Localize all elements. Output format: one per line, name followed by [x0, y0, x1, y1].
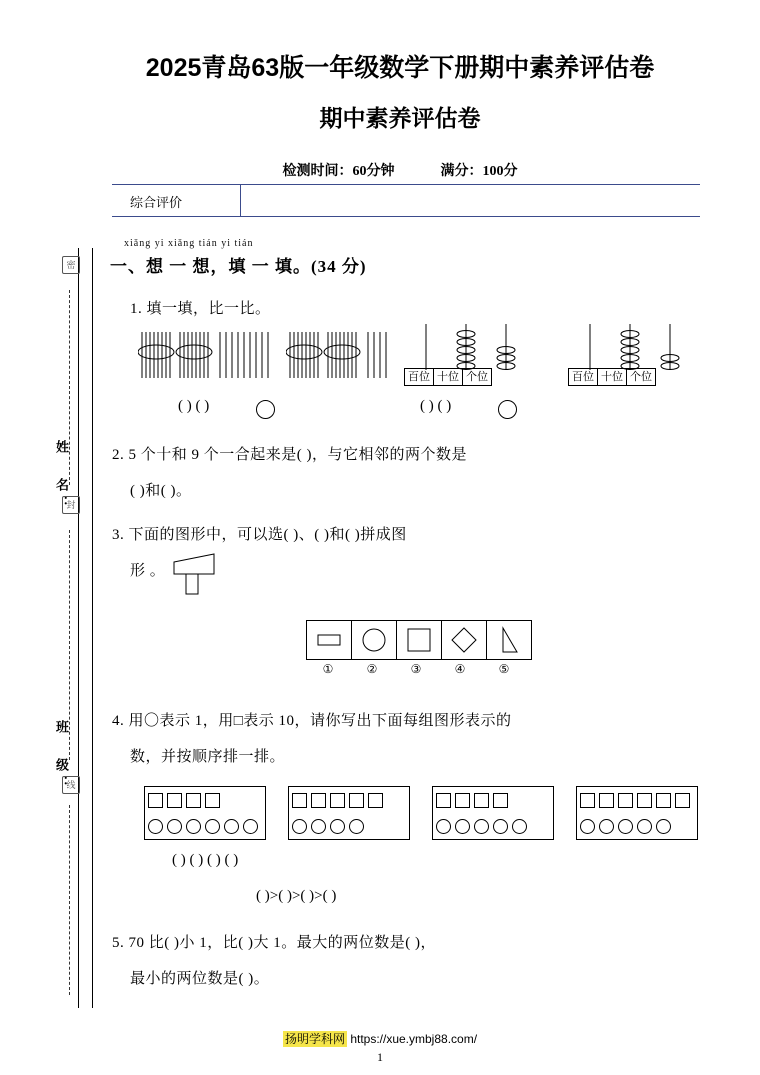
circle-token — [637, 819, 652, 834]
circle-token — [148, 819, 163, 834]
circle-token — [167, 819, 182, 834]
shape-label-1: ① — [322, 662, 334, 676]
group-box-2 — [288, 786, 410, 840]
circle-token — [205, 819, 220, 834]
name-field-label: 姓 名： — [54, 440, 69, 514]
abacus-place-table-2 — [568, 368, 656, 386]
exam-time: 检测时间：60分钟 — [282, 164, 395, 179]
eval-table-top-rule — [112, 184, 700, 185]
question-5-line-1: 5. 70 比( )小 1，比( )大 1。最大的两位数是( )， — [112, 935, 436, 951]
square-token — [618, 793, 633, 808]
question-4-line-2: 数，并按顺序排一排。 — [130, 749, 286, 765]
shape-label-5: ⑤ — [498, 662, 510, 676]
section1-pinyin: xiǎng yi xiǎng tián yi tián — [124, 238, 254, 249]
square-token — [368, 793, 383, 808]
circle-token — [224, 819, 239, 834]
eval-label: 综合评价 — [130, 195, 183, 210]
group-1-squares-row — [145, 787, 265, 813]
group-3-circles-row — [433, 813, 553, 839]
group-2-circles-row — [289, 813, 409, 839]
circle-token — [493, 819, 508, 834]
circle-token — [186, 819, 201, 834]
group-4-circles-row — [577, 813, 697, 839]
square-token — [205, 793, 220, 808]
circle-token — [512, 819, 527, 834]
shape-label-4: ④ — [454, 662, 466, 676]
sticks-bundle-group-1 — [138, 326, 288, 384]
place-hundreds-2: 百位 — [569, 369, 598, 385]
exam-fullscore: 满分：100分 — [440, 164, 518, 179]
shape-option-1[interactable] — [307, 621, 352, 659]
question-3-line-2: 形 。 — [130, 563, 166, 579]
section1-heading: 一、想 一 想，填 一 填。(34 分) — [110, 257, 367, 276]
square-token — [186, 793, 201, 808]
circle-token — [330, 819, 345, 834]
group-box-3 — [432, 786, 554, 840]
margin-rule-left — [78, 248, 79, 1008]
place-ones-1: 个位 — [466, 371, 488, 383]
square-token — [599, 793, 614, 808]
seal-char-1: 密 — [62, 256, 80, 274]
square-token — [167, 793, 182, 808]
abacus-place-table-1 — [404, 368, 492, 386]
class-field-label: 班 级： — [54, 720, 69, 794]
seal-dashed-line-1 — [69, 290, 71, 485]
circle-token — [618, 819, 633, 834]
circle-token — [311, 819, 326, 834]
footer-watermark — [0, 1030, 760, 1047]
shape-option-2[interactable] — [352, 621, 397, 659]
site-name: 扬明学科网 — [284, 1032, 345, 1046]
seal-dashed-line-2 — [69, 530, 71, 760]
page-subtitle: 期中素养评估卷 — [319, 105, 481, 131]
circle-token — [656, 819, 671, 834]
square-token — [656, 793, 671, 808]
square-token — [637, 793, 652, 808]
shape-option-3[interactable] — [397, 621, 442, 659]
shape-options-row[interactable] — [306, 620, 532, 660]
composed-figure-q3 — [168, 548, 228, 600]
exam-meta — [100, 160, 700, 180]
compare-circle-right[interactable] — [498, 400, 517, 419]
margin-rule-right — [92, 248, 93, 1008]
sticks-bundle-group-2 — [286, 326, 396, 384]
abacus-figure-2 — [572, 322, 692, 372]
place-ones-2: 个位 — [630, 371, 652, 383]
place-tens-2: 十位 — [598, 369, 627, 385]
shape-option-5[interactable] — [487, 621, 531, 659]
place-hundreds-1: 百位 — [405, 369, 434, 385]
seal-dashed-line-3 — [69, 805, 71, 995]
seal-char-3: 线 — [62, 776, 80, 794]
square-token — [474, 793, 489, 808]
group-box-4 — [576, 786, 698, 840]
question-5-line-2: 最小的两位数是( )。 — [130, 971, 270, 987]
page-number: 1 — [377, 1050, 383, 1064]
circle-token — [243, 819, 258, 834]
question-1-text: 1. 填一填，比一比。 — [130, 301, 271, 317]
circle-token — [349, 819, 364, 834]
circle-token — [474, 819, 489, 834]
question-4-line-1: 4. 用〇表示 1，用□表示 10，请你写出下面每组图形表示的 — [112, 713, 512, 729]
group-4-squares-row — [577, 787, 697, 813]
square-token — [436, 793, 451, 808]
question-1-blanks-left[interactable]: ( ) ( ) — [178, 398, 210, 414]
circle-token — [436, 819, 451, 834]
site-url: https://xue.ymbj88.com/ — [350, 1032, 478, 1046]
shape-label-2: ② — [366, 662, 378, 676]
square-token — [311, 793, 326, 808]
group-box-1 — [144, 786, 266, 840]
circle-token — [292, 819, 307, 834]
compare-circle-left[interactable] — [256, 400, 275, 419]
square-token — [493, 793, 508, 808]
question-2-line-2: ( )和( )。 — [130, 483, 192, 499]
square-token — [455, 793, 470, 808]
square-token — [580, 793, 595, 808]
shape-option-4[interactable] — [442, 621, 487, 659]
question-3-line-1: 3. 下面的图形中，可以选( )、( )和( )拼成图 — [112, 527, 407, 543]
question-1-blanks-right[interactable]: ( ) ( ) — [420, 398, 452, 414]
question-2-line-1: 2. 5 个十和 9 个一合起来是( )，与它相邻的两个数是 — [112, 447, 467, 463]
place-tens-1: 十位 — [434, 369, 463, 385]
shape-option-labels — [306, 662, 526, 677]
question-4-answer-blanks[interactable]: ( ) ( ) ( ) ( ) — [172, 852, 239, 868]
shape-label-3: ③ — [410, 662, 422, 676]
square-token — [349, 793, 364, 808]
group-3-squares-row — [433, 787, 553, 813]
square-token — [330, 793, 345, 808]
eval-table-bottom-rule — [112, 216, 700, 217]
circle-token — [599, 819, 614, 834]
eval-table-divider — [240, 184, 241, 217]
group-2-squares-row — [289, 787, 409, 813]
group-1-circles-row — [145, 813, 265, 839]
seal-char-2: 封 — [62, 496, 80, 514]
page-title: 2025青岛63版一年级数学下册期中素养评估卷 — [145, 54, 655, 82]
circle-token — [580, 819, 595, 834]
abacus-figure-1 — [408, 322, 528, 372]
square-token — [148, 793, 163, 808]
question-4-compare-blanks[interactable]: ( )>( )>( )>( ) — [256, 888, 337, 904]
circle-token — [455, 819, 470, 834]
square-token — [675, 793, 690, 808]
square-token — [292, 793, 307, 808]
